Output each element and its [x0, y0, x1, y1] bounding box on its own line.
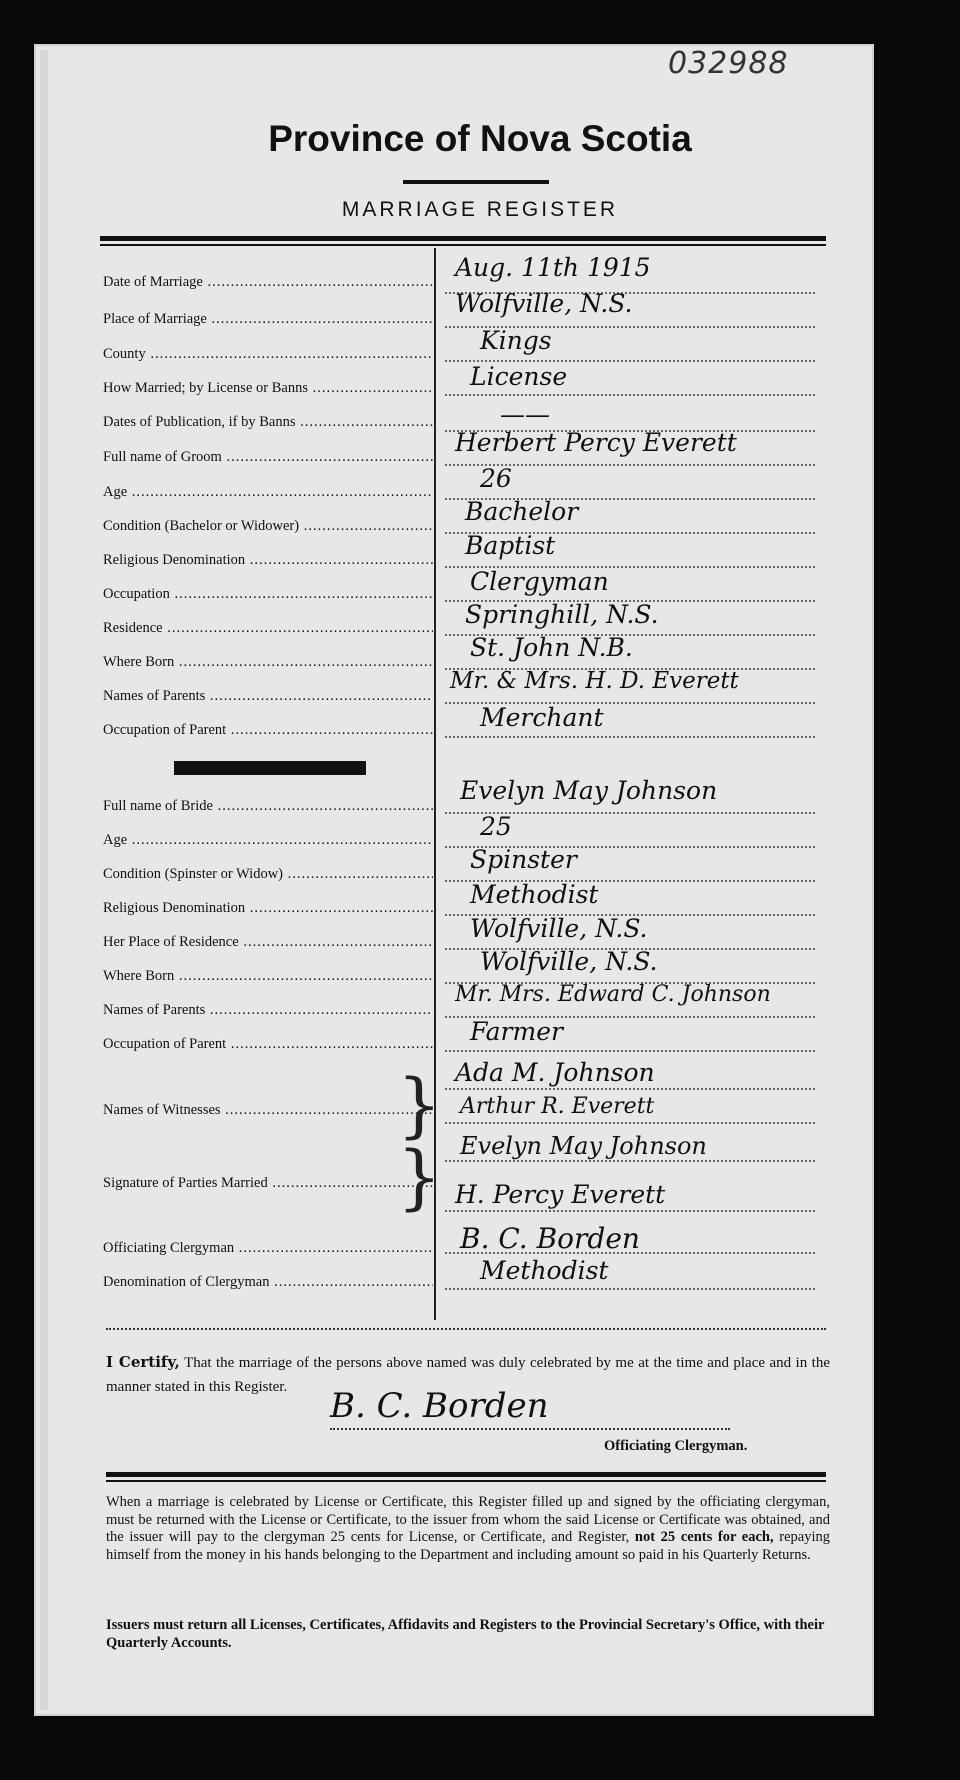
field-label-groom-parents: Names of Parents ..... — [103, 688, 433, 705]
field-value-bride-name: Evelyn May Johnson — [460, 776, 718, 805]
field-label-groom-occupation: Occupation ..... — [103, 586, 433, 603]
field-value-how-married: License — [470, 362, 568, 391]
field-label-dates-of-publication: Dates of Publication, if by Banns ..... — [103, 414, 433, 431]
field-value-bride-parent-occupation: Farmer — [470, 1017, 563, 1046]
form-subtitle: MARRIAGE REGISTER — [341, 198, 619, 221]
certify-signature: B. C. Borden — [330, 1386, 549, 1426]
issuers-notice: Issuers must return all Licenses, Certificates, Affidavits and Registers to the Provincial Secretary's Office, with their Quarterly Accounts. — [106, 1617, 825, 1651]
field-line — [445, 736, 815, 738]
field-label-witnesses: Names of Witnesses ..... — [103, 1102, 433, 1119]
field-value-bride-age: 25 — [480, 812, 512, 841]
field-label-bride-residence: Her Place of Residence ..... — [103, 934, 433, 951]
certify-text: That the marriage of the persons above named was duly celebrated by me at the time and place and in the manner stated in this Register. — [106, 1355, 830, 1395]
field-value-clergy-denomination: Methodist — [480, 1256, 609, 1285]
field-value-bride-residence: Wolfville, N.S. — [470, 914, 648, 943]
certify-lead: I Certify, — [106, 1353, 180, 1371]
title-underline — [403, 180, 549, 184]
field-label-groom-name: Full name of Groom ..... — [103, 449, 433, 466]
field-value-groom-parents: Mr. & Mrs. H. D. Everett — [450, 668, 739, 694]
parties-brace: } — [397, 1136, 442, 1218]
field-label-bride-where-born: Where Born ..... — [103, 968, 433, 985]
field-value-groom-occupation: Clergyman — [470, 567, 609, 596]
witness-name-2: Arthur R. Everett — [460, 1094, 655, 1119]
field-value-groom-age: 26 — [480, 464, 512, 493]
signature-line — [330, 1428, 730, 1430]
field-label-place-of-marriage: Place of Marriage ..... — [103, 311, 433, 328]
notice-text-before: When a marriage is celebrated by License or Certificate, this Register filled up and signed by the officiating clergyman, must be returned with the License or Certificate, to the issuer from whom the said License or Certificate was obtained, and the issuer will pay to the clergyman 25 cents for License, or Certificate, and Register, — [106, 1494, 830, 1545]
field-label-bride-name: Full name of Bride ..... — [103, 798, 433, 815]
field-label-bride-condition: Condition (Spinster or Widow) ..... — [103, 866, 433, 883]
witnesses-brace: } — [397, 1064, 442, 1146]
field-line — [445, 1050, 815, 1052]
field-label-groom-age: Age ..... — [103, 484, 433, 501]
field-line — [445, 1160, 815, 1162]
field-line — [445, 1210, 815, 1212]
field-value-groom-condition: Bachelor — [465, 497, 579, 526]
field-label-bride-age: Age ..... — [103, 832, 433, 849]
paper-edge — [40, 50, 48, 1710]
field-label-bride-denomination: Religious Denomination ..... — [103, 900, 433, 917]
field-line — [445, 1288, 815, 1290]
field-value-bride-denomination: Methodist — [470, 880, 599, 909]
field-value-officiating-clergyman: B. C. Borden — [460, 1222, 640, 1255]
field-line — [445, 394, 815, 396]
field-label-groom-where-born: Where Born ..... — [103, 654, 433, 671]
notice-bold: not 25 cents for each, — [634, 1529, 774, 1545]
notice-text-after: repaying himself from the money in his hands belonging to the Department and including amount so paid in his Quarterly Returns. — [106, 1529, 830, 1563]
party-signature-bride: Evelyn May Johnson — [460, 1132, 707, 1160]
footer-rule-thick — [106, 1472, 826, 1477]
section-divider-bar — [174, 761, 366, 775]
return-instructions — [106, 1494, 830, 1564]
field-value-dates-of-publication: —— — [500, 400, 550, 429]
field-label-parties-married: Signature of Parties Married ..... — [103, 1175, 433, 1192]
field-line — [445, 1088, 815, 1090]
party-signature-groom: H. Percy Everett — [455, 1180, 666, 1209]
header-rule-thick — [100, 236, 826, 241]
field-label-clergy-denomination: Denomination of Clergyman ..... — [103, 1274, 433, 1291]
field-value-date-of-marriage: Aug. 11th 1915 — [455, 253, 651, 282]
field-value-groom-parent-occupation: Merchant — [480, 703, 604, 732]
field-value-place-of-marriage: Wolfville, N.S. — [455, 289, 633, 318]
header-rule-thin — [100, 244, 826, 246]
field-label-groom-parent-occupation: Occupation of Parent ..... — [103, 722, 433, 739]
field-value-bride-condition: Spinster — [470, 845, 577, 874]
field-value-bride-parents: Mr. Mrs. Edward C. Johnson — [455, 982, 771, 1007]
field-value-groom-residence: Springhill, N.S. — [465, 600, 659, 629]
field-line — [445, 1122, 815, 1124]
certify-separator — [106, 1328, 826, 1330]
field-label-groom-residence: Residence ..... — [103, 620, 433, 637]
footer-rule-thin — [106, 1480, 826, 1482]
field-value-bride-where-born: Wolfville, N.S. — [480, 947, 658, 976]
field-value-county: Kings — [480, 326, 552, 355]
field-label-how-married: How Married; by License or Banns ..... — [103, 380, 433, 397]
record-number: 032988 — [668, 46, 789, 81]
form-title: Province of Nova Scotia — [268, 118, 692, 159]
field-value-groom-where-born: St. John N.B. — [470, 633, 633, 662]
field-value-groom-name: Herbert Percy Everett — [455, 428, 737, 457]
field-label-bride-parents: Names of Parents ..... — [103, 1002, 433, 1019]
field-label-groom-condition: Condition (Bachelor or Widower) ..... — [103, 518, 433, 535]
field-label-bride-parent-occupation: Occupation of Parent ..... — [103, 1036, 433, 1053]
certify-caption: Officiating Clergyman. — [604, 1438, 748, 1454]
field-label-date-of-marriage: Date of Marriage ..... — [103, 274, 433, 291]
field-label-county: County ..... — [103, 346, 433, 363]
field-label-groom-denomination: Religious Denomination ..... — [103, 552, 433, 569]
field-value-groom-denomination: Baptist — [465, 531, 556, 560]
witness-name-1: Ada M. Johnson — [455, 1058, 655, 1087]
field-label-officiating-clergyman: Officiating Clergyman ..... — [103, 1240, 433, 1257]
